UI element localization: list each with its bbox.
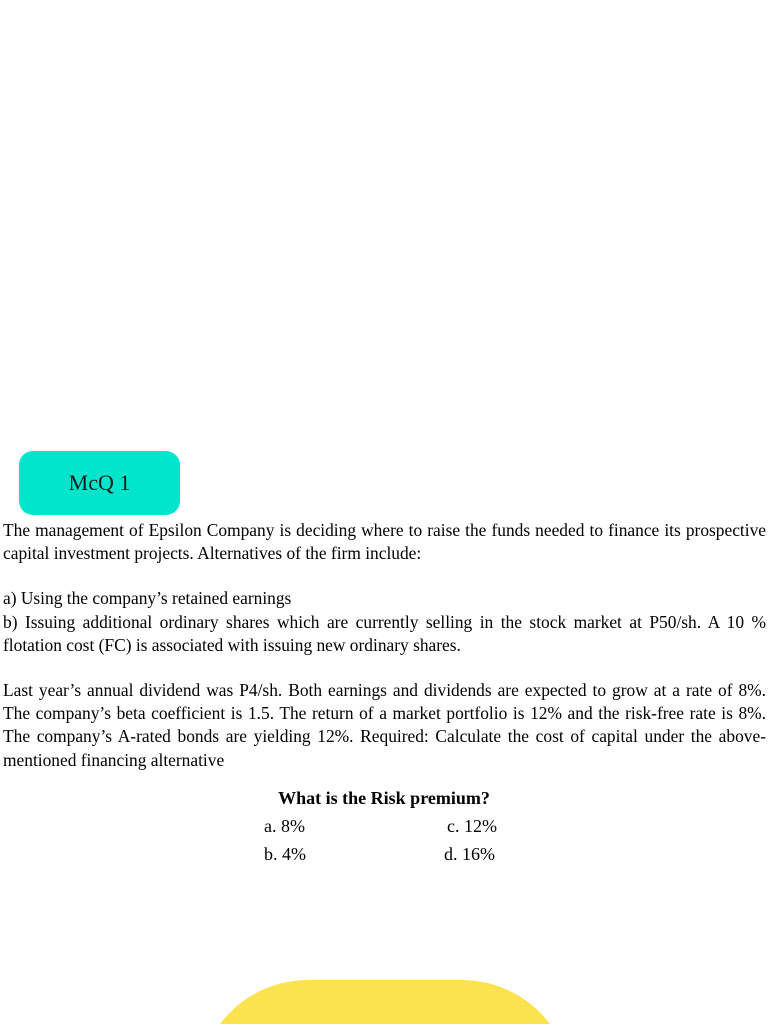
option-b[interactable]: b. 4% <box>264 844 306 864</box>
question-number-badge: McQ 1 <box>19 451 180 515</box>
alternative-a: a) Using the company’s retained earnings <box>3 588 292 609</box>
problem-intro: The management of Epsilon Company is deciding where to raise the funds needed to finance its prospective capital investment projects. Alternatives of the firm include: <box>3 520 766 564</box>
problem-statement <box>3 519 766 772</box>
decorative-yellow-shape <box>198 980 572 1024</box>
spacer <box>3 565 766 587</box>
question-text: What is the Risk premium? <box>278 788 490 808</box>
option-d[interactable]: d. 16% <box>444 844 495 864</box>
option-c[interactable]: c. 12% <box>447 816 497 836</box>
problem-details: Last year’s annual dividend was P4/sh. Both earnings and dividends are expected to grow at a rate of 8%. The company’s beta coefficient is 1.5. The return of a market portfolio is 12% and the risk-free rate is 8%. The company’s A-rated bonds are yielding 12%. Required: Calculate the cost of capital under the above-mentioned financing alternative <box>3 680 766 770</box>
spacer <box>3 657 766 679</box>
alternative-b: b) Issuing additional ordinary shares which are currently selling in the stock market at P50/sh. A 10 % flotation cost (FC) is associated with issuing new ordinary shares. <box>3 611 766 655</box>
option-a[interactable]: a. 8% <box>264 816 305 836</box>
